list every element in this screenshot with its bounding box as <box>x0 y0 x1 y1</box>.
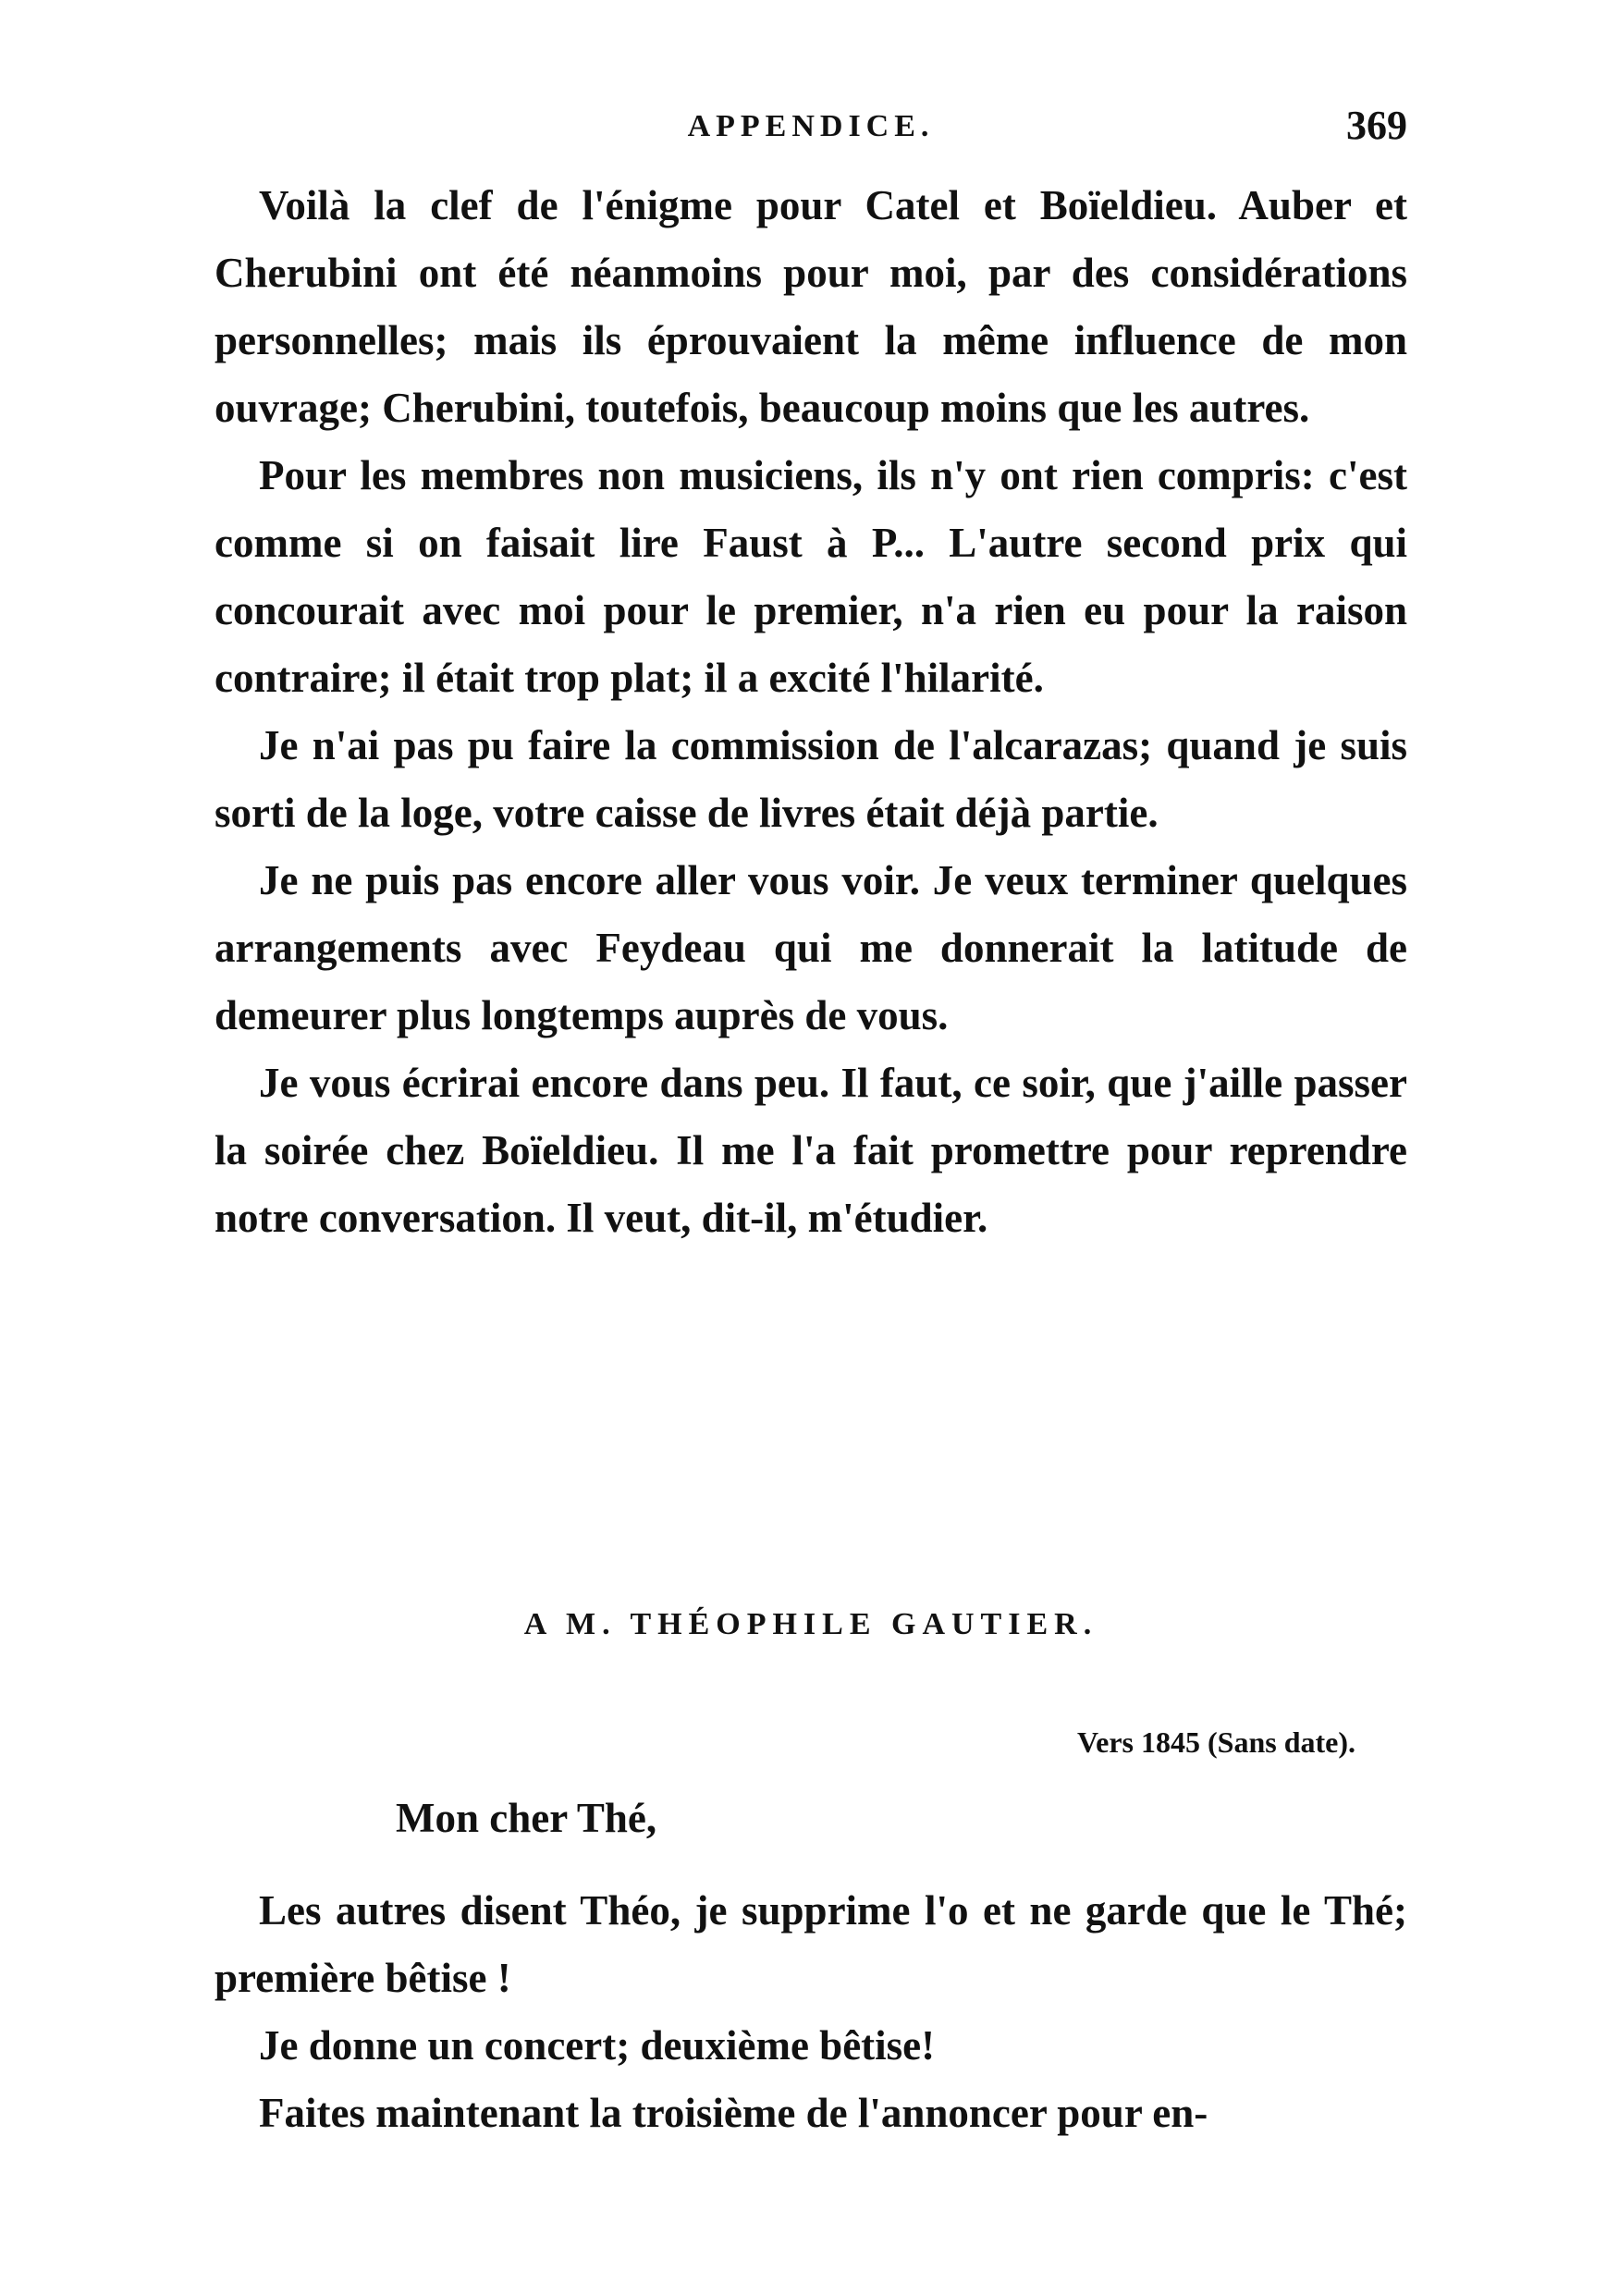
paragraph: Faites maintenant la troisième de l'annoncer pour en- <box>259 2090 1208 2136</box>
letter-salutation: Mon cher Thé, <box>396 1795 657 1841</box>
paragraph: Voilà la clef de l'énigme pour Catel et Boïeldieu. Auber et Cherubini ont été néanmoins pour moi, par des considérations personnelles; mais ils éprouvaient la même influence de mon ouvrage; Cherubini, toutefois, beaucoup moins que les autres. <box>215 182 1407 431</box>
paragraph: Pour les membres non musiciens, ils n'y ont rien compris: c'est comme si on faisait lire Faust à P... L'autre second prix qui concourait avec moi pour le premier, n'a rien eu pour la raison contraire; il était trop plat; il a excité l'hilarité. <box>215 452 1407 701</box>
paragraph: Je vous écrirai encore dans peu. Il faut, ce soir, que j'aille passer la soirée chez Boïeldieu. Il me l'a fait promettre pour reprendre notre conversation. Il veut, dit-il, m'étudier. <box>215 1060 1407 1241</box>
running-title: APPENDICE. <box>687 109 935 143</box>
letter-body <box>215 1877 1407 2147</box>
page-header <box>215 103 1407 165</box>
body-text-top <box>215 172 1407 1252</box>
paragraph: Je donne un concert; deuxième bêtise! <box>259 2022 936 2069</box>
paragraph: Je ne puis pas encore aller vous voir. Je veux terminer quelques arrangements avec Feydeau qui me donnerait la latitude de demeurer plus longtemps auprès de vous. <box>215 857 1407 1038</box>
paragraph: Les autres disent Théo, je supprime l'o et ne garde que le Thé; première bêtise ! <box>215 1887 1407 2001</box>
letter-heading: A M. THÉOPHILE GAUTIER. <box>523 1607 1098 1641</box>
paragraph: Je n'ai pas pu faire la commission de l'alcarazas; quand je suis sorti de la loge, votre caisse de livres était déjà partie. <box>215 722 1407 836</box>
page-number: 369 <box>1346 103 1407 148</box>
letter-dateline: Vers 1845 (Sans date). <box>1076 1725 1355 1759</box>
